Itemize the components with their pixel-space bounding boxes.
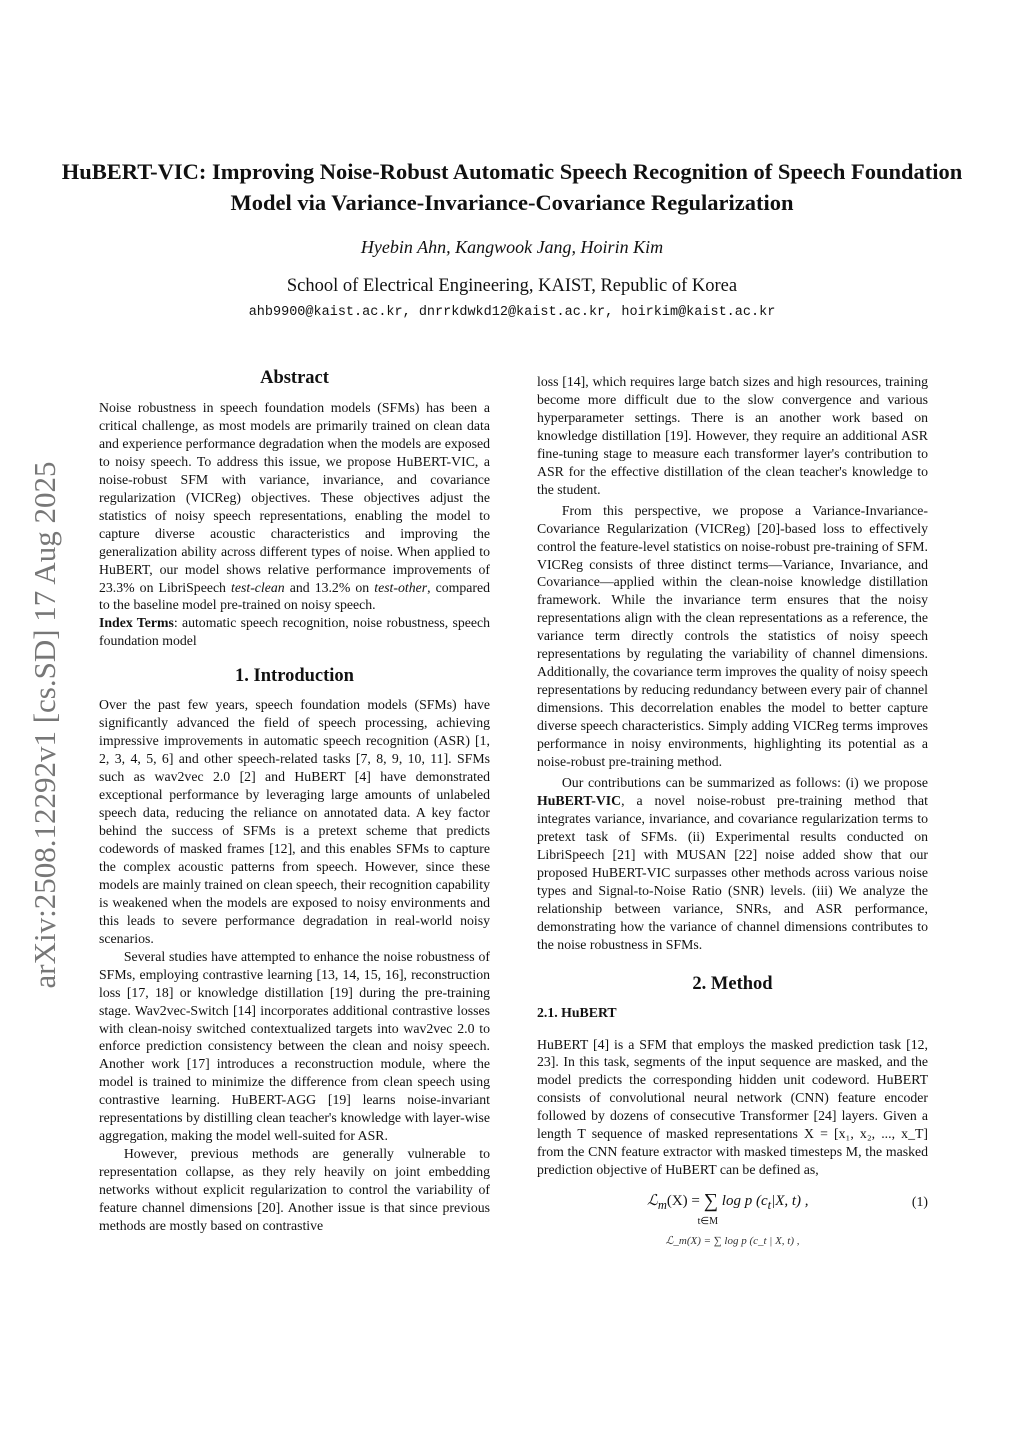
method-paragraph-1: HuBERT [4] is a SFM that employs the masked prediction task [12, 23]. In this task, segments of the input sequence are masked, and the model predicts the corresponding hidden unit codeword. HuBERT consists of convolutional neural network (CNN) feature encoder followed by dozens of consecutive Transformer [24] layers. Given a length T sequence of masked representations X = [x₁, x₂, ..., x_T] from the CNN feature extractor with masked timesteps M, the masked prediction objective of HuBERT can be defined as, xyxy=(537,1036,928,1178)
abstract-body: Noise robustness in speech foundation models (SFMs) has been a critical challenge, as most models are primarily trained on clean data and experience performance degradation when the models are exposed to noisy speech. To address this issue, we propose HuBERT-VIC, a noise-robust SFM with variance, invariance, and covariance regularization (VICReg) objectives. These objectives adjust the statistics of noisy speech representations, enabling the model to capture diverse acoustic characteristics and improving the generalization ability across different types of noise. When applied to HuBERT, our model shows relative performance improvements of 23.3% on LibriSpeech xyxy=(99,400,490,595)
equation-1 xyxy=(537,1190,928,1231)
eq-sum xyxy=(697,1190,719,1231)
intro-paragraph-4: loss [14], which requires large batch sizes and high resources, training become more difficult due to the slow convergence and various hyperparameter settings. There is an another work based on knowledge distillation [19]. However, they require an additional ASR fine-tuning stage to measure each transformer layer's contribution to ASR for the effective distillation of the clean teacher's knowledge to the student. xyxy=(537,374,928,497)
eq-rhs: log p (c xyxy=(721,1193,768,1210)
intro-paragraph-2: Several studies have attempted to enhance the noise robustness of SFMs, employing contrastive learning [13, 14, 15, 16], reconstruction loss [17, 18] or knowledge distillation [19] during the pre-training stage. Wav2vec-Switch [14] incorporates additional contrastive losses with clean-noisy switched contextualized targets into wav2vec 2.0 to enforce prediction consistency between the clean and noisy speech. Another work [17] introduces a reconstruction module, where the model is trained to minimize the difference from clean speech using contrastive learning. HuBERT-AGG [19] learns noise-invariant representations by distilling clean teacher's knowledge with layer-wise aggregation, making the model well-suited for ASR. xyxy=(99,948,490,1144)
sum-symbol: ∑ xyxy=(703,1190,718,1213)
intro-heading: 1. Introduction xyxy=(235,666,354,687)
equation-number: (1) xyxy=(911,1194,928,1210)
abstract-test-other: test-other xyxy=(374,579,428,595)
abstract-mid: and 13.2% on xyxy=(284,579,375,595)
contrib-method-name: HuBERT-VIC xyxy=(537,792,622,808)
equation-body xyxy=(647,1190,809,1231)
abstract-end: , compared to the baseline model pre-trained on noisy speech. xyxy=(99,579,491,613)
authors: Hyebin Ahn, Kangwook Jang, Hoirin Kim xyxy=(360,237,664,257)
abstract-test-clean: test-clean xyxy=(231,579,285,595)
sum-subscript: t∈M xyxy=(697,1216,719,1228)
method-heading: 2. Method xyxy=(692,973,773,994)
paper-title: HuBERT-VIC: Improving Noise-Robust Automatic Speech Recognition of Speech Foundation Model via Variance-Invariance-Covariance Regularization xyxy=(61,159,963,215)
left-column xyxy=(99,366,490,1235)
eq-lhs: ℒ xyxy=(647,1193,658,1210)
affiliation: School of Electrical Engineering, KAIST, Republic of Korea xyxy=(286,276,738,296)
eq-sub-m: m xyxy=(657,1198,667,1213)
right-column xyxy=(537,373,928,1251)
index-terms-label: Index Terms xyxy=(99,615,174,631)
intro-paragraph-6 xyxy=(537,774,928,954)
contrib-c: , a novel noise-robust pre-training method that integrates variance, invariance, and covariance regularization terms to pretext task of SFMs. (ii) Experimental results conducted on LibriSpeech [21] with MUSAN [22] noise added show that our proposed HuBERT-VIC surpasses other methods across various noise types and Signal-to-Noise Ratio (SNR) levels. (iii) We analyze the relationship between variance, SNRs, and ASR performance, demonstrating how the variance of channel dimensions contributes to the noise robustness in SFMs. xyxy=(537,792,928,952)
intro-paragraph-3: However, previous methods are generally vulnerable to representation collapse, as they rely heavily on joint embedding networks without explicit regularization to control the variability of feature channel dimensions [20]. Another issue is that since previous methods are mostly based on contrastive xyxy=(99,1146,490,1233)
abstract-text xyxy=(99,399,490,614)
eq-rhs2: |X, t) , xyxy=(771,1193,809,1210)
intro-paragraph-1: Over the past few years, speech foundation models (SFMs) have significantly advanced the field of speech processing, achieving impressive improvements in automatic speech recognition (ASR) [1, 2, 3, 4, 5, 6] and other speech-related tasks [7, 8, 9, 10, 11]. SFMs such as wav2vec 2.0 [2] and HuBERT [4] have demonstrated exceptional performance by leveraging large amounts of unlabeled speech data, reducing the reliance on annotated data. A key factor behind the success of SFMs is a pretext scheme that predicts codewords of masked frames [12], and this enables SFMs to capture the complex acoustic patterns from speech. However, since these models are mainly trained on clean speech, their recognition capability is weakened when the models are exposed to noisy environments and this leads to severe performance degradation in real-world noisy scenarios. xyxy=(99,697,490,946)
eq-sub-t: t xyxy=(767,1198,772,1213)
abstract-heading: Abstract xyxy=(260,368,329,388)
index-terms-text: : automatic speech recognition, noise robustness, speech foundation model xyxy=(99,615,490,649)
equation-linear-text: ℒ_m(X) = ∑ log p (c_t | X, t) , xyxy=(665,1235,800,1248)
index-terms xyxy=(99,614,490,650)
emails: ahb9900@kaist.ac.kr, dnrrkdwkd12@kaist.ac.kr, hoirkim@kaist.ac.kr xyxy=(248,305,776,320)
hubert-subheading: 2.1. HuBERT xyxy=(537,1004,617,1020)
eq-mid: (X) = xyxy=(666,1193,704,1210)
arxiv-stamp: arXiv:2508.12292v1 [cs.SD] 17 Aug 2025 xyxy=(27,461,62,989)
intro-paragraph-5: From this perspective, we propose a Variance-Invariance-Covariance Regularization (VICReg) [20]-based loss to effectively control the feature-level statistics on noise-robust pre-training of SFM. VICReg consists of three distinct terms—Variance, Invariance, and Covariance—applied within the clean-noise knowledge distillation framework. While the invariance term ensures that the noisy representations align with the clean representations as a reference, the variance term directly controls the statistics of noisy speech representations by regulating the variability of channel dimensions. Additionally, the covariance term improves the quality of noisy speech representations by reducing redundancy between every pair of channel dimensions. This decorrelation enables the model to better capture diverse speech characteristics. Simply adding VICReg terms improves performance in noisy environments, highlighting its potential as a noise-robust pre-training method. xyxy=(537,502,928,770)
contrib-a: Our contributions can be summarized as follows: (i) we propose xyxy=(561,774,928,790)
